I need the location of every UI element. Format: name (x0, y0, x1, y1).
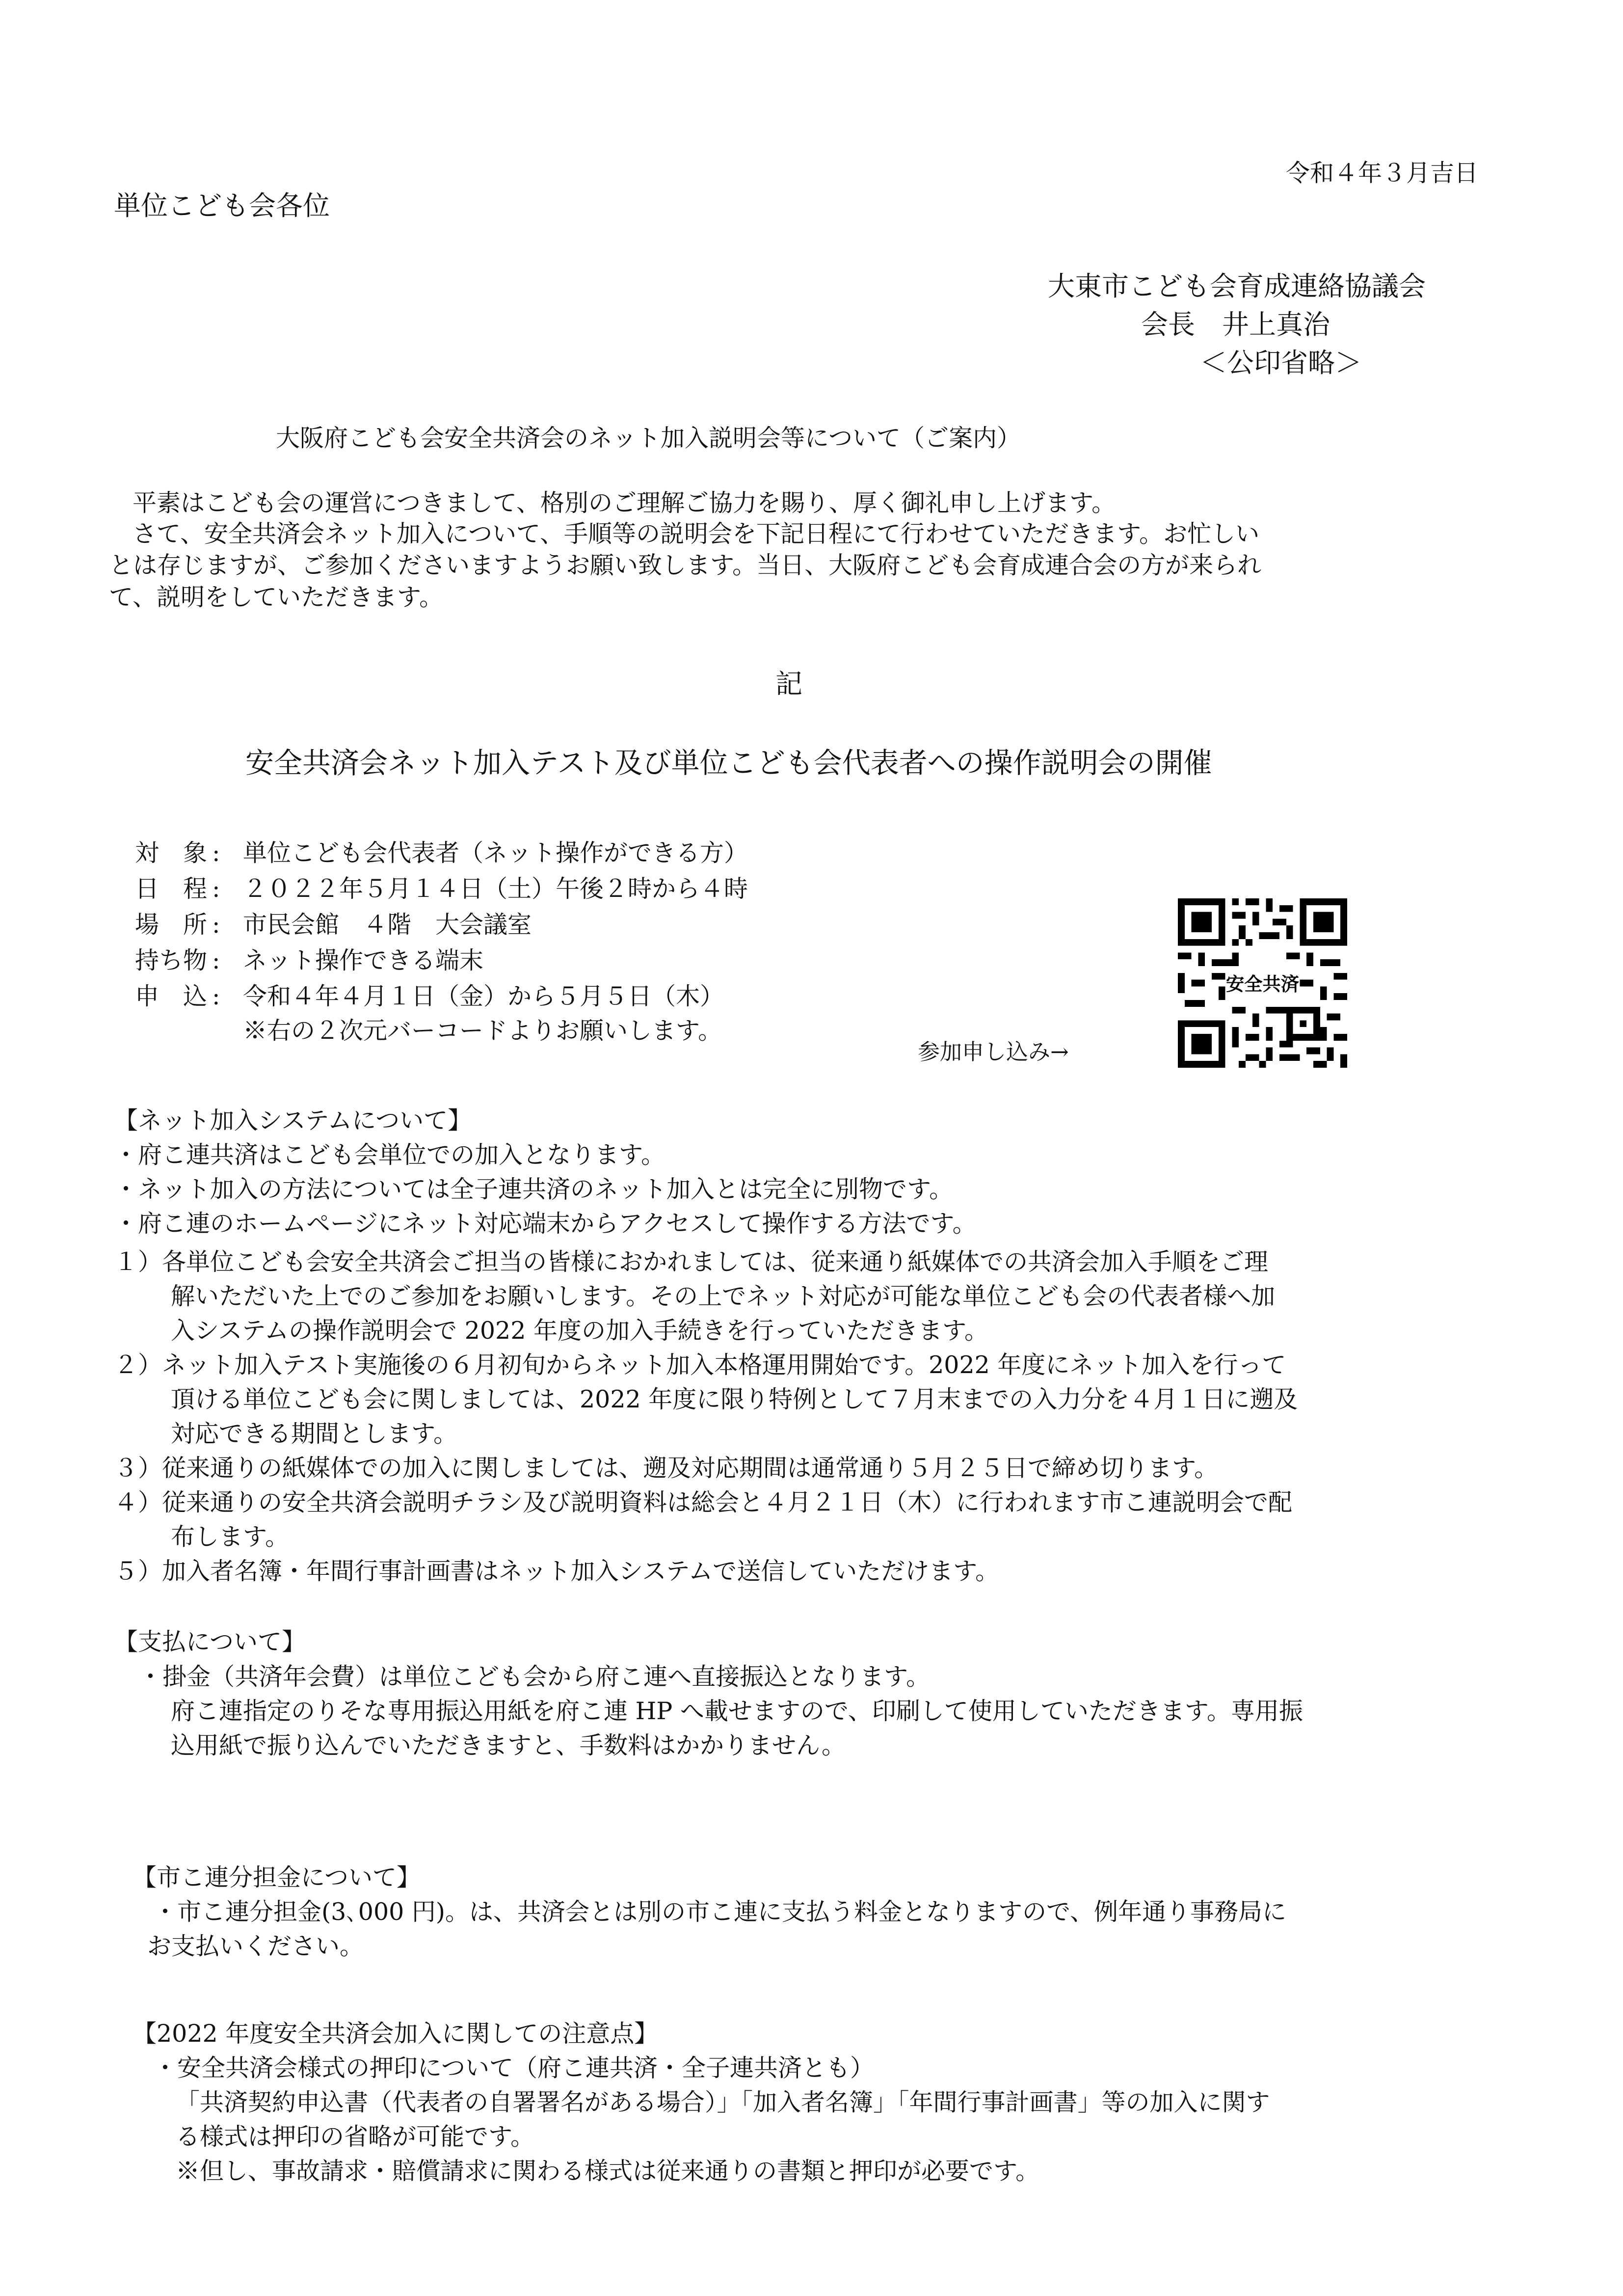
section-heading-notes: 【2022 年度安全共済会加入に関しての注意点】 (133, 2020, 659, 2048)
detail-label-schedule: 日 程 (135, 875, 208, 903)
detail-label-venue: 場 所 (135, 911, 208, 939)
sender-name: 会長 井上真治 (1141, 309, 1330, 340)
net-item-5: ５）加入者名簿・年間行事計画書はネット加入システムで送信していただけます。 (114, 1557, 1000, 1585)
detail-label-bring: 持ち物 (135, 946, 208, 974)
net-item-2-cont: 対応できる期間とします。 (171, 1420, 458, 1448)
net-item-4: ４）従来通りの安全共済会説明チラシ及び説明資料は総会と４月２１日（木）に行われます市こ連説明会で配 (114, 1488, 1293, 1516)
detail-label-apply: 申 込 (135, 982, 208, 1010)
net-item-1: １）各単位こども会安全共済会ご担当の皆様におかれましては、従来通り紙媒体での共済会加入手順をご理 (114, 1248, 1269, 1276)
net-item-1-cont: 入システムの操作説明会で 2022 年度の加入手続きを行っていただきます。 (171, 1317, 989, 1345)
notes-line: 「共済契約申込書（代表者の自署署名がある場合）」「加入者名簿」「年間行事計画書」等の加入に関す (176, 2088, 1270, 2116)
sender-org: 大東市こども会育成連絡協議会 (1048, 270, 1426, 302)
detail-label-target: 対 象 (135, 839, 208, 867)
net-item-2-cont: 頂ける単位こども会に関しましては、2022 年度に限り特例として７月末までの入力分を４月１日に遡及 (171, 1385, 1298, 1413)
qr-code-icon[interactable] (1178, 898, 1347, 1068)
net-item-2: ２）ネット加入テスト実施後の６月初旬からネット加入本格運用開始です。2022 年度にネット加入を行って (114, 1351, 1286, 1379)
net-item-1-cont: 解いただいた上でのご参加をお願いします。その上でネット対応が可能な単位こども会の代表者様へ加 (171, 1282, 1276, 1310)
document-date: 令和４年３月吉日 (1286, 159, 1479, 187)
detail-colon: : (212, 875, 220, 903)
city-line: ・市こ連分担金(3､000 円)。は、共済会とは別の市こ連に支払う料金となりますので、例年通り事務局に (153, 1898, 1287, 1926)
intro-line: て、説明をしていただきます。 (109, 583, 444, 611)
addressee: 単位こども会各位 (114, 190, 330, 221)
payment-line: ・掛金（共済年会費）は単位こども会から府こ連へ直接振込となります。 (138, 1663, 931, 1691)
section-heading-city: 【市こ連分担金について】 (133, 1864, 421, 1891)
detail-value-apply: 令和４年４月１日（金）から５月５日（木） (243, 982, 724, 1010)
notes-line: ※但し、事故請求・賠償請求に関わる様式は従来通りの書類と押印が必要です。 (176, 2157, 1040, 2185)
notes-line: ・安全共済会様式の押印について（府こ連共済・全子連共済とも） (153, 2054, 875, 2082)
detail-note: ※右の２次元バーコードよりお願いします。 (243, 1017, 722, 1045)
payment-line: 府こ連指定のりそな専用振込用紙を府こ連 HP へ載せますので、印刷して使用していただきます。専用振 (171, 1697, 1303, 1725)
intro-line: とは存じますが、ご参加くださいますようお願い致します。当日、大阪府こども会育成連合会の方が来られ (109, 551, 1262, 579)
detail-value-venue: 市民会館 ４階 大会議室 (243, 911, 532, 939)
net-item-4-cont: 布します。 (171, 1523, 290, 1551)
detail-value-bring: ネット操作できる端末 (243, 946, 484, 974)
net-bullet: ・ネット加入の方法については全子連共済のネット加入とは完全に別物です。 (114, 1175, 954, 1203)
seal-note: ＜公印省略＞ (1200, 347, 1362, 378)
qr-center-label: 安全共済 (1225, 973, 1300, 995)
intro-line: 平素はこども会の運営につきまして、格別のご理解ご協力を賜り、厚く御礼申し上げます。 (133, 489, 1116, 517)
detail-colon: : (212, 982, 220, 1010)
section-heading-net: 【ネット加入システムについて】 (114, 1107, 472, 1134)
event-title: 安全共済会ネット加入テスト及び単位こども会代表者への操作説明会の開催 (245, 746, 1212, 780)
net-item-3: ３）従来通りの紙媒体での加入に関しましては、遡及対応期間は通常通り５月２５日で締め切ります。 (114, 1454, 1219, 1482)
city-line: お支払いください。 (147, 1932, 364, 1960)
notes-line: る様式は押印の省略が可能です。 (176, 2123, 535, 2151)
subject: 大阪府こども会安全共済会のネット加入説明会等について（ご案内） (276, 424, 1021, 452)
payment-line: 込用紙で振り込んでいただきますと、手数料はかかりません。 (171, 1731, 846, 1759)
section-heading-payment: 【支払について】 (114, 1628, 306, 1656)
detail-colon: : (212, 839, 220, 867)
intro-line: さて、安全共済会ネット加入について、手順等の説明会を下記日程にて行わせていただきます。お忙しい (133, 520, 1260, 548)
detail-colon: : (212, 946, 220, 974)
net-bullet: ・府こ連のホームページにネット対応端末からアクセスして操作する方法です。 (114, 1210, 977, 1238)
detail-value-schedule: ２０２２年５月１４日（土）午後２時から４時 (243, 875, 748, 903)
ki-marker: 記 (775, 668, 803, 700)
net-bullet: ・府こ連共済はこども会単位での加入となります。 (114, 1141, 665, 1169)
detail-colon: : (212, 911, 220, 939)
qr-caption: 参加申し込み→ (918, 1039, 1069, 1065)
detail-value-target: 単位こども会代表者（ネット操作ができる方） (243, 839, 748, 867)
